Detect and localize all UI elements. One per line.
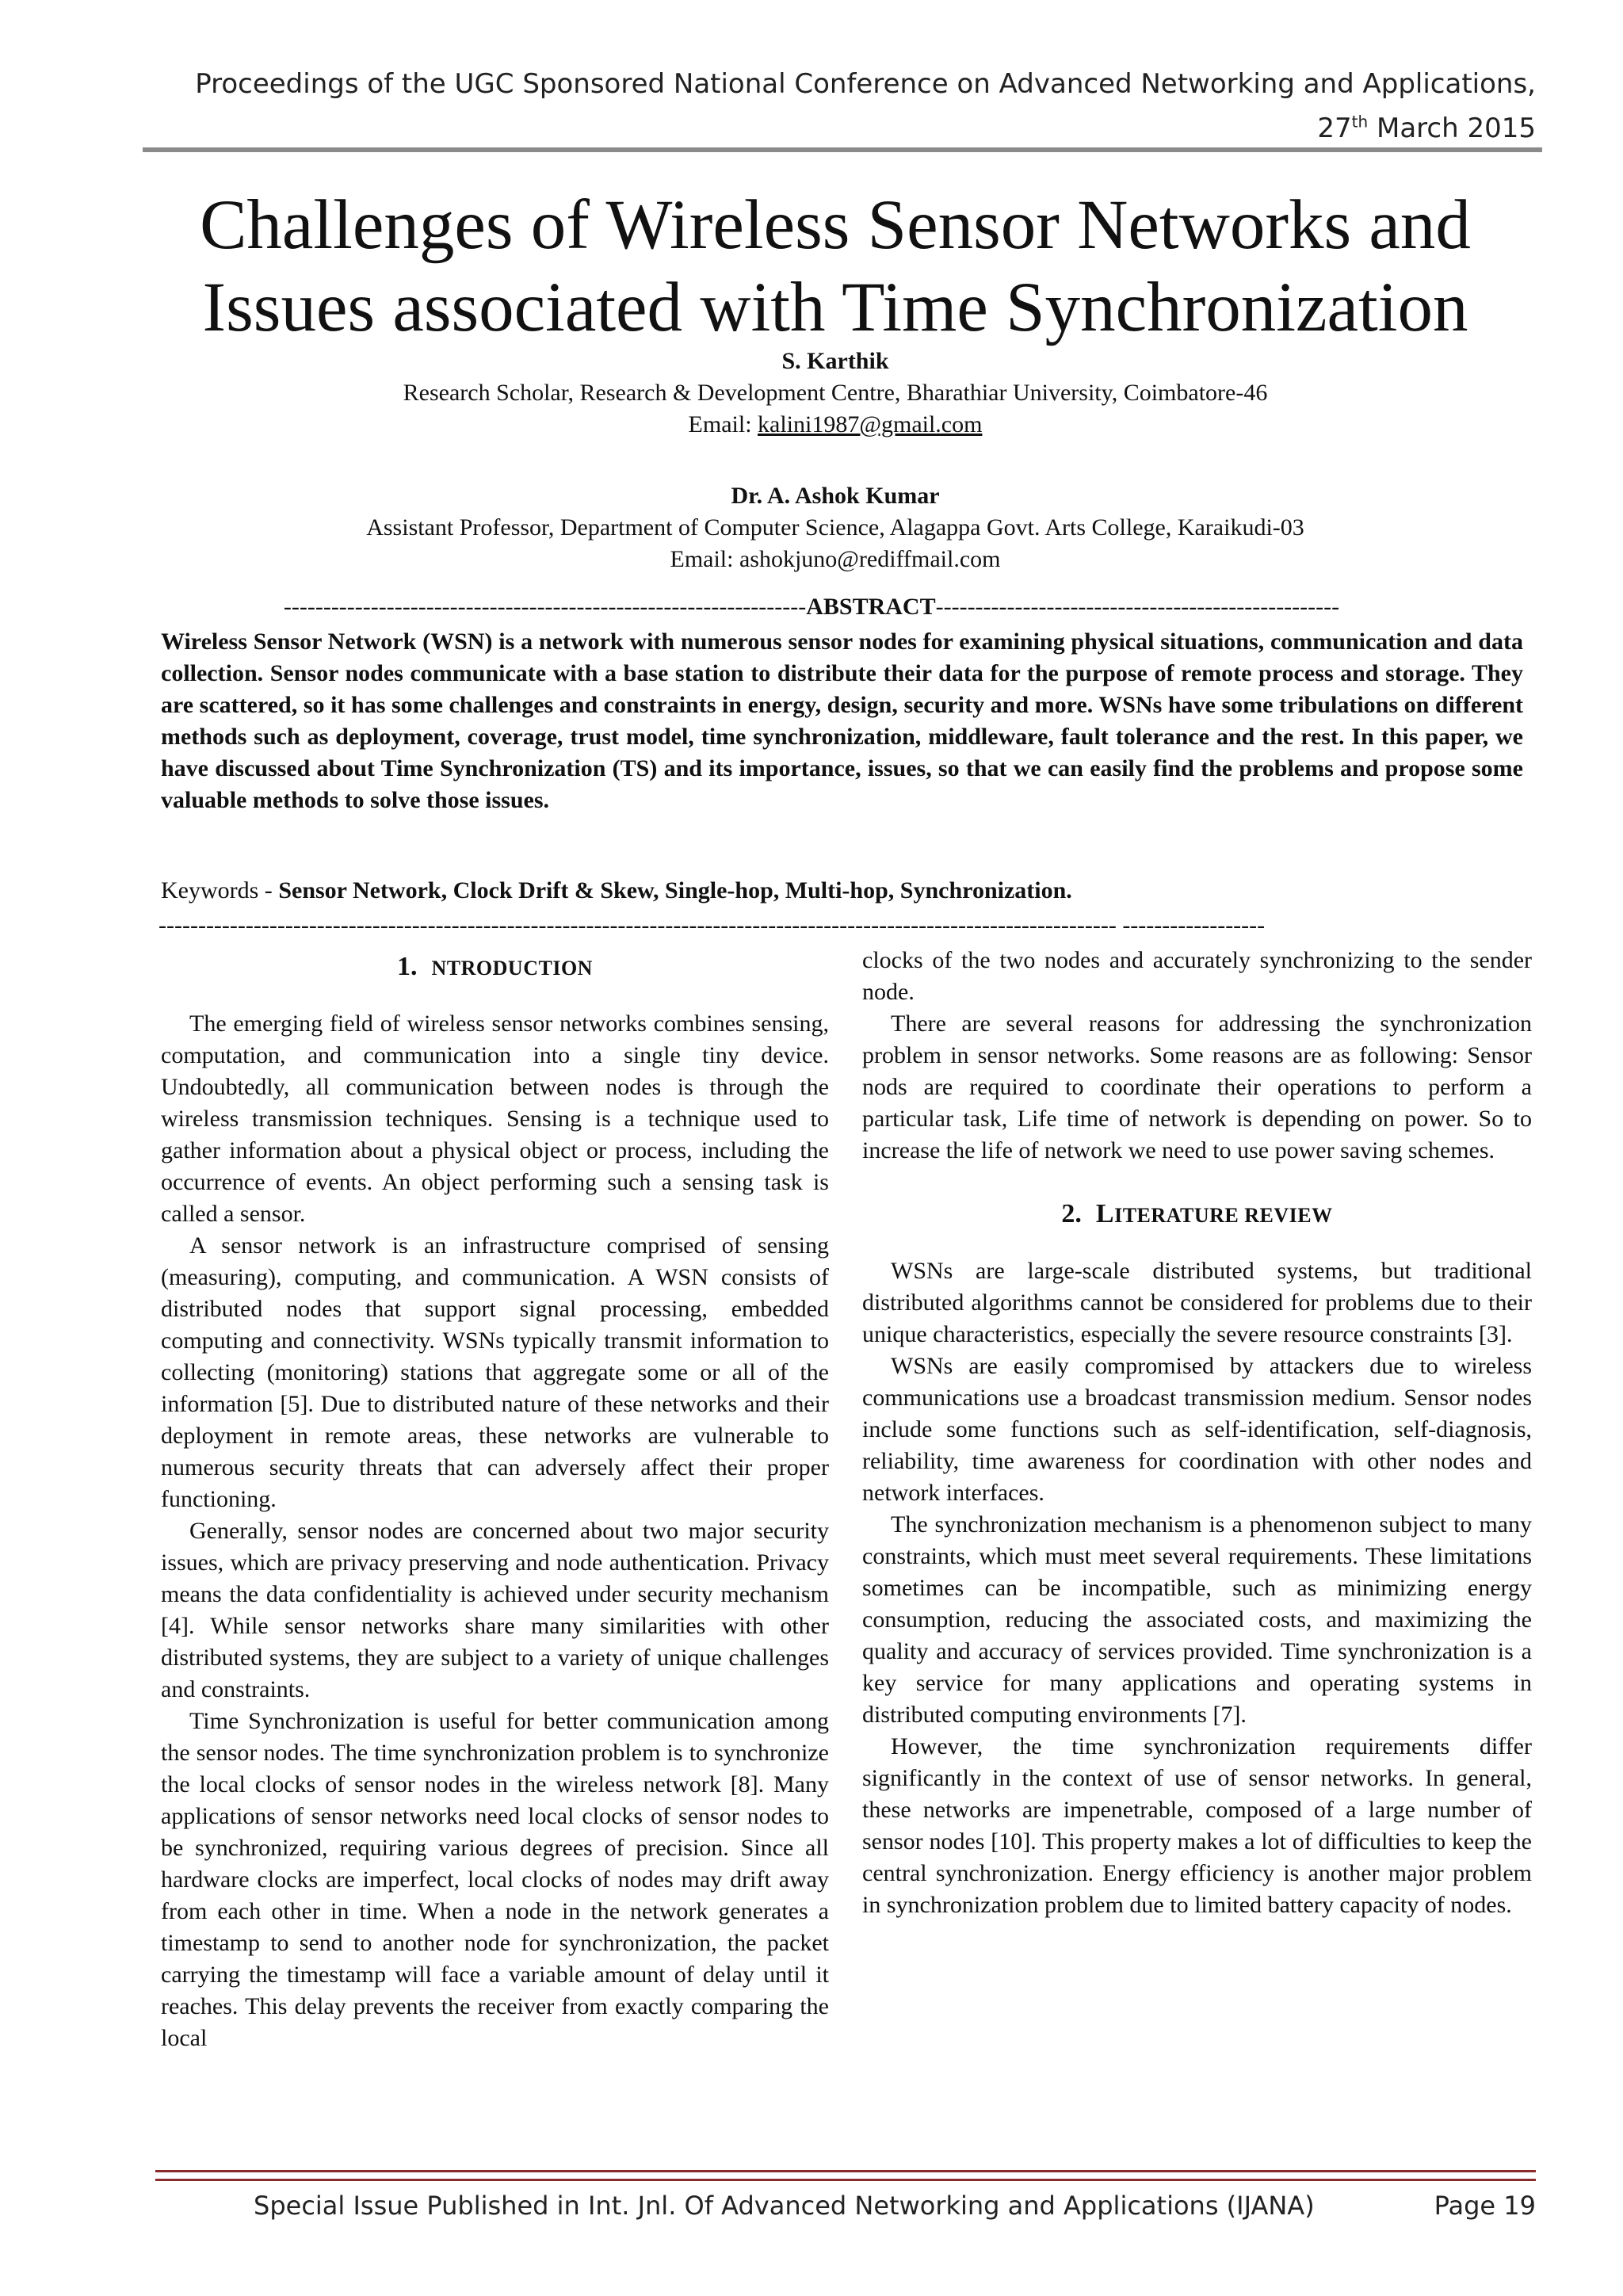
author-email: Email: kalini1987@gmail.com — [688, 411, 983, 437]
author-name: Dr. A. Ashok Kumar — [731, 483, 940, 509]
email-link[interactable]: kalini1987@gmail.com — [758, 411, 983, 437]
paragraph: Generally, sensor nodes are concerned about two major security issues, which are privacy preserving and node authentication. Privacy means the data confidentiality is achieved under security mechanism [4]. While sensor networks share many similarities with other distributed systems, they are subject to a variety of unique challenges and constraints. — [161, 1518, 829, 1702]
paragraph: There are several reasons for addressing the synchronization problem in sensor networks. Some reasons are as following: Sensor nods are required to coordinate their operations to perform a particular task, Life time of network is depending on power. So to increase the life of network we need to use power saving schemes. — [862, 1010, 1532, 1163]
paragraph: Time Synchronization is useful for better communication among the sensor nodes. The time synchronization problem is to synchronize the local clocks of sensor nodes in the wireless network [8]. Many applications of sensor networks need local clocks of sensor nodes to be synchronized, requiring various degrees of precision. Since all hardware clocks are imperfect, local clocks of nodes may drift away from each other in time. When a node in the network generates a timestamp to send to another node for synchronization, the packet carrying the timestamp will face a variable amount of delay until it reaches. This delay prevents the receiver from exactly comparing the local — [161, 1708, 829, 2051]
header-date: 27th March 2015 — [1317, 113, 1536, 145]
author-email: Email: ashokjuno@rediffmail.com — [670, 546, 1001, 572]
paragraph: The emerging field of wireless sensor networks combines sensing, computation, and communication into a single tiny device. Undoubtedly, all communication between nodes is through the wireless transmission techniques. Sensing is a technique used to gather information about a physical object or process, including the occurrence of events. An object performing such a sensing task is called a sensor. — [161, 1010, 829, 1227]
footer-rule — [155, 2170, 1536, 2181]
right-column — [862, 945, 1532, 1921]
abstract-text: Wireless Sensor Network (WSN) is a network with numerous sensor nodes for examining physical situations, communication and data collection. Sensor nodes communicate with a base station to distribute their data for the purpose of remote process and storage. They are scattered, so it has some challenges and constraints in energy, design, security and more. WSNs have some tribulations on different methods such as deployment, coverage, trust model, time synchronization, middleware, fault tolerance and the rest. In this paper, we have discussed about Time Synchronization (TS) and its importance, issues, so that we can easily find the problems and propose some valuable methods to solve those issues. — [161, 628, 1523, 813]
keywords: Keywords - Sensor Network, Clock Drift & Skew, Single-hop, Multi-hop, Synchronization. — [161, 877, 1072, 904]
paragraph: WSNs are easily compromised by attackers due to wireless communications use a broadcast transmission medium. Sensor nodes include some functions such as self-identification, self-diagnosis, reliability, time awareness for coordination with other nodes and network interfaces. — [862, 1353, 1532, 1506]
page-number: Page 19 — [1434, 2191, 1536, 2221]
section-heading-literature-review: 2. LITERATURE REVIEW — [1061, 1199, 1333, 1228]
paragraph: The synchronization mechanism is a phenomenon subject to many constraints, which must meet several requirements. These limitations sometimes can be incompatible, such as minimizing energy consumption, reducing the associated costs, and maximizing the quality and accuracy of services provided. Time synchronization is a key service for many applications and operating systems in distributed computing environments [7]. — [862, 1511, 1532, 1728]
section-heading-introduction: 1. NTRODUCTION — [397, 952, 593, 981]
author-block — [127, 346, 1544, 575]
paragraph: However, the time synchronization requirements differ significantly in the context of use of sensor networks. In general, these networks are impenetrable, composed of a large number of sensor nodes [10]. This property makes a lot of difficulties to keep the central synchronization. Energy efficiency is another major problem in synchronization problem due to limited battery capacity of nodes. — [862, 1733, 1532, 1918]
author-name: S. Karthik — [781, 348, 889, 374]
paragraph: clocks of the two nodes and accurately synchronizing to the sender node. — [862, 947, 1532, 1005]
left-column — [161, 948, 829, 2054]
header-conference: Proceedings of the UGC Sponsored National Conference on Advanced Networking and Applications, — [195, 68, 1536, 100]
paper-title: Challenges of Wireless Sensor Networks and Issues associated with Time Synchronization — [200, 186, 1471, 346]
author-affiliation: Research Scholar, Research & Development Centre, Bharathiar University, Coimbatore-46 — [403, 380, 1268, 406]
section-separator: ------------------------------------------------------------------------------------------------------------------------- ------------------ — [158, 912, 1266, 938]
abstract-heading: ------------------------------------------------------------------ABSTRACT--------------------------------------------------- — [283, 594, 1340, 620]
running-header — [158, 65, 1536, 147]
header-rule — [143, 147, 1542, 152]
running-footer — [254, 2187, 1536, 2224]
paragraph: A sensor network is an infrastructure comprised of sensing (measuring), computing, and communication. A WSN consists of distributed nodes that support signal processing, embedded computing and connectivity. WSNs typically transmit information to collecting (monitoring) stations that aggregate some or all of the information [5]. Due to distributed nature of these networks and their deployment in remote areas, these networks are vulnerable to numerous security threats that can adversely affect their proper functioning. — [161, 1232, 829, 1512]
footer-journal: Special Issue Published in Int. Jnl. Of Advanced Networking and Applications (IJANA) — [254, 2191, 1315, 2221]
paragraph: WSNs are large-scale distributed systems, but traditional distributed algorithms cannot be considered for problems due to their unique characteristics, especially the severe resource constraints [3]. — [862, 1258, 1532, 1347]
author-affiliation: Assistant Professor, Department of Computer Science, Alagappa Govt. Arts College, Karaikudi-03 — [366, 514, 1304, 541]
